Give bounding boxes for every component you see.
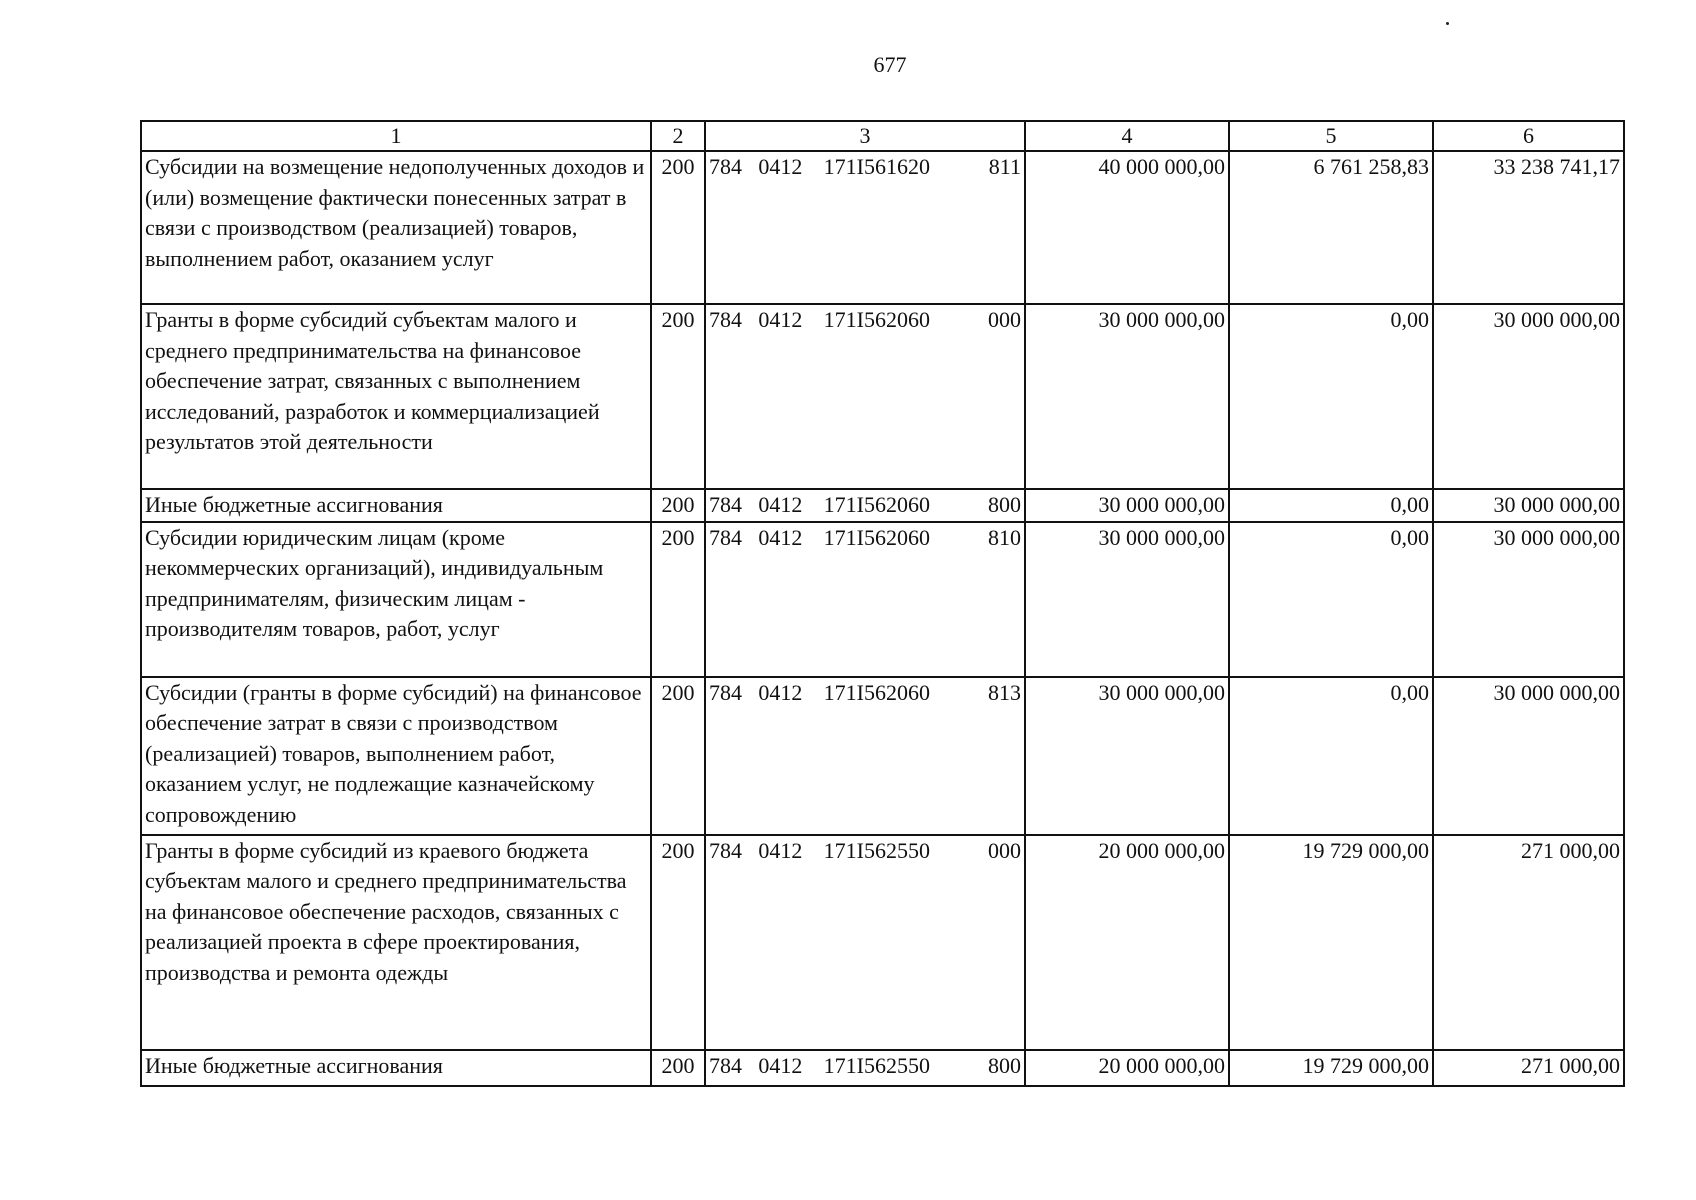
row-col5: 0,00: [1229, 489, 1433, 522]
row-col2: 200: [651, 677, 705, 835]
code-expense-type: 813: [987, 679, 1021, 705]
code-expense-type: 000: [987, 307, 1021, 332]
row-col5: 0,00: [1229, 522, 1433, 677]
code-section: 0412: [758, 1052, 803, 1078]
row-col2: 200: [651, 489, 705, 522]
row-col4: 30 000 000,00: [1025, 522, 1229, 677]
budget-table: [140, 120, 1625, 1087]
code-section: 0412: [758, 679, 803, 705]
row-codes: [705, 151, 1025, 304]
code-ministry: 784: [709, 679, 742, 705]
row-col6: 271 000,00: [1433, 1050, 1624, 1086]
row-name: Иные бюджетные ассигнования: [141, 1050, 651, 1086]
row-col2: 200: [651, 304, 705, 489]
row-col6: 30 000 000,00: [1433, 489, 1624, 522]
row-col4: 20 000 000,00: [1025, 1050, 1229, 1086]
row-name: Иные бюджетные ассигнования: [141, 489, 651, 522]
row-codes: [705, 489, 1025, 522]
row-col6: 33 238 741,17: [1433, 151, 1624, 304]
code-section: 0412: [758, 492, 803, 517]
row-col2: 200: [651, 151, 705, 304]
table-row: [141, 304, 1624, 489]
row-name: Субсидии юридическим лицам (кроме некоммерческих организаций), индивидуальным предпринимателям, физическим лицам - производителям товаров, работ, услуг: [141, 522, 651, 677]
code-target: 171I562060: [823, 307, 930, 332]
code-expense-type: 810: [987, 524, 1021, 550]
row-codes: [705, 835, 1025, 1050]
code-target: 171I562060: [823, 679, 930, 705]
row-col6: 271 000,00: [1433, 835, 1624, 1050]
code-section: 0412: [758, 154, 803, 179]
code-expense-type: 800: [987, 1052, 1021, 1078]
row-col5: 0,00: [1229, 304, 1433, 489]
table-row: [141, 522, 1624, 677]
row-col2: 200: [651, 1050, 705, 1086]
row-col5: 19 729 000,00: [1229, 1050, 1433, 1086]
code-target: 171I562550: [823, 1052, 930, 1078]
header-cell-2: 2: [651, 121, 705, 151]
row-name: Гранты в форме субсидий субъектам малого и среднего предпринимательства на финансовое обеспечение затрат, связанных с выполнением исследований, разработок и коммерциализацией результатов этой деятельности: [141, 304, 651, 489]
header-cell-1: 1: [141, 121, 651, 151]
header-cell-4: 4: [1025, 121, 1229, 151]
code-ministry: 784: [709, 837, 742, 863]
table-row: [141, 677, 1624, 835]
row-col2: 200: [651, 522, 705, 677]
row-col2: 200: [651, 835, 705, 1050]
header-cell-6: 6: [1433, 121, 1624, 151]
page-number: 677: [873, 52, 907, 77]
row-name: Гранты в форме субсидий из краевого бюджета субъектам малого и среднего предпринимательства на финансовое обеспечение расходов, связанных с реализацией проекта в сфере проектирования, производства и ремонта одежды: [141, 835, 651, 1050]
code-target: 171I561620: [823, 154, 930, 179]
row-codes: [705, 677, 1025, 835]
code-ministry: 784: [709, 154, 742, 179]
code-section: 0412: [758, 837, 803, 863]
row-col6: 30 000 000,00: [1433, 304, 1624, 489]
row-col4: 40 000 000,00: [1025, 151, 1229, 304]
row-col6: 30 000 000,00: [1433, 677, 1624, 835]
row-col5: 19 729 000,00: [1229, 835, 1433, 1050]
code-expense-type: 811: [988, 154, 1021, 179]
row-name: Субсидии (гранты в форме субсидий) на финансовое обеспечение затрат в связи с производством (реализацией) товаров, выполнением работ, оказанием услуг, не подлежащие казначейскому сопровождению: [141, 677, 651, 835]
code-target: 171I562550: [823, 837, 930, 863]
row-codes: [705, 1050, 1025, 1086]
code-ministry: 784: [709, 1052, 742, 1078]
row-name: Субсидии на возмещение недополученных доходов и (или) возмещение фактически понесенных затрат в связи с производством (реализацией) товаров, выполнением работ, оказанием услуг: [141, 151, 651, 304]
code-ministry: 784: [709, 524, 742, 550]
row-col5: 0,00: [1229, 677, 1433, 835]
row-col4: 20 000 000,00: [1025, 835, 1229, 1050]
code-section: 0412: [758, 307, 803, 332]
code-ministry: 784: [709, 307, 742, 332]
code-expense-type: 000: [987, 837, 1021, 863]
row-col6: 30 000 000,00: [1433, 522, 1624, 677]
table-header-row: [141, 121, 1624, 151]
table-row: [141, 151, 1624, 304]
row-col4: 30 000 000,00: [1025, 677, 1229, 835]
row-col4: 30 000 000,00: [1025, 489, 1229, 522]
table-row: [141, 1050, 1624, 1086]
row-col5: 6 761 258,83: [1229, 151, 1433, 304]
row-codes: [705, 304, 1025, 489]
code-ministry: 784: [709, 492, 742, 517]
table-row: [141, 489, 1624, 522]
code-section: 0412: [758, 524, 803, 550]
table-row: [141, 835, 1624, 1050]
scan-dot: [1446, 22, 1449, 25]
code-target: 171I562060: [823, 492, 930, 517]
code-target: 171I562060: [823, 524, 930, 550]
header-cell-5: 5: [1229, 121, 1433, 151]
header-cell-3: 3: [705, 121, 1025, 151]
row-col4: 30 000 000,00: [1025, 304, 1229, 489]
row-codes: [705, 522, 1025, 677]
code-expense-type: 800: [987, 492, 1021, 517]
